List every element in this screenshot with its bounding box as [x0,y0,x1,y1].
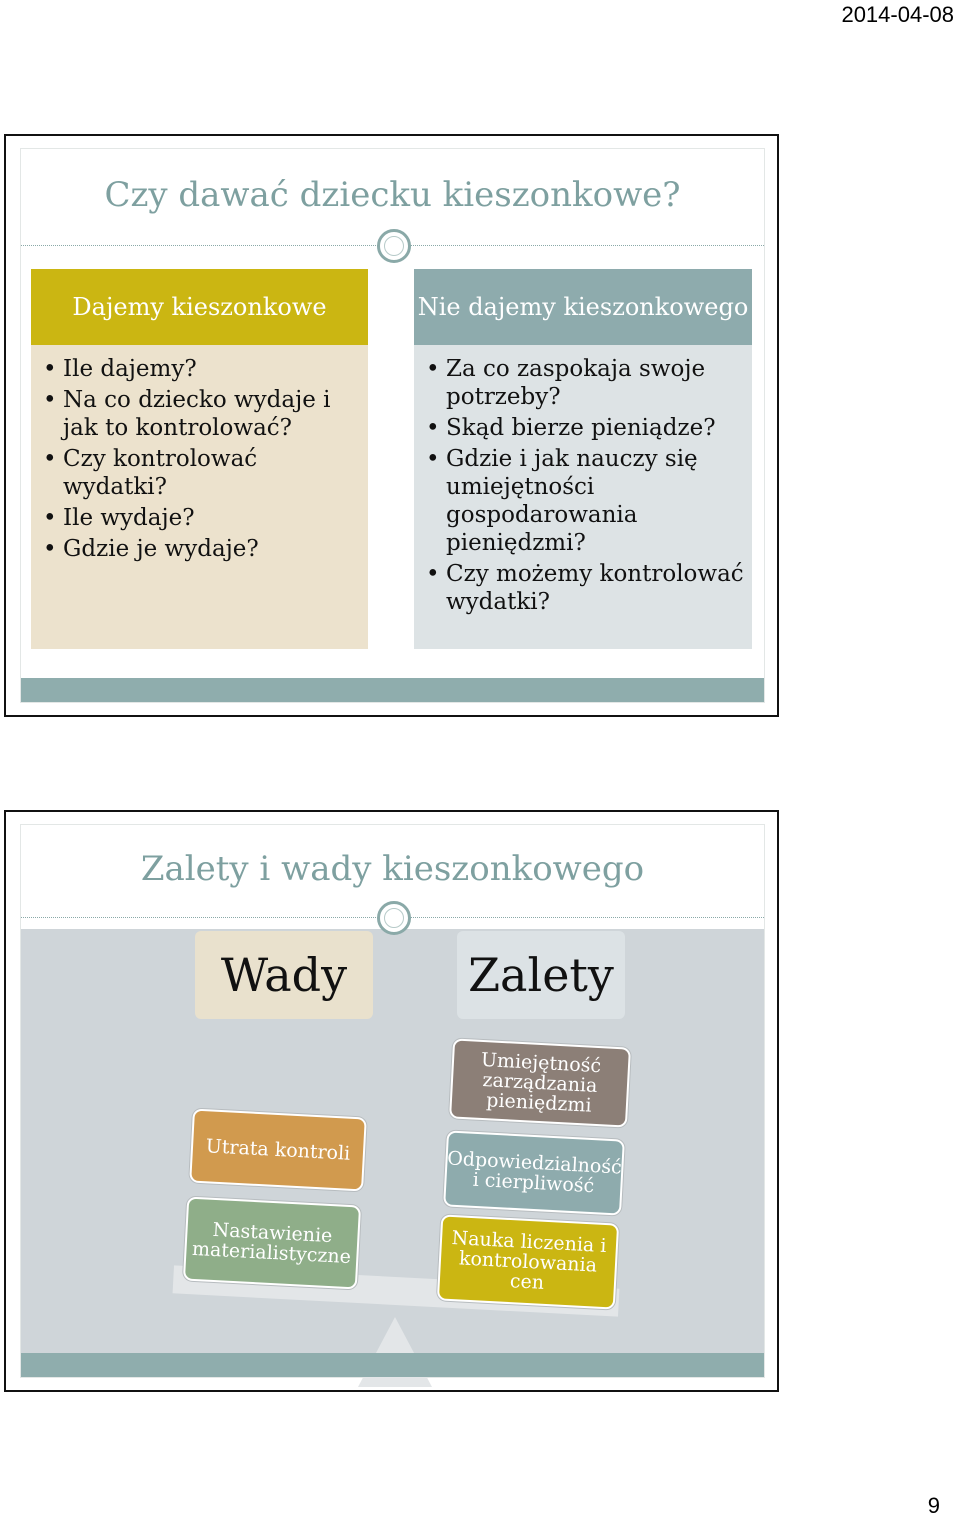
column-heading: Nie dajemy kieszonkowego [414,269,752,345]
list-item: • Czy możemy kontrolować wydatki? [426,560,744,616]
zalety-label: Zalety [457,931,625,1019]
slide-title: Czy dawać dziecku kieszonkowe? [104,175,681,215]
circle-ornament-icon [377,229,411,263]
column-heading: Dajemy kieszonkowe [31,269,368,345]
page-number: 9 [927,1493,940,1518]
bullet-list [414,345,752,616]
zalety-item: Odpowiedzialność i cierpliwość [443,1130,625,1215]
zalety-item: Nauka liczenia i kontrolowania cen [437,1214,619,1309]
zalety-item: Umiejętność zarządzania pieniędzmi [449,1038,631,1127]
slide-1-frame [20,148,765,703]
list-item: • Skąd bierze pieniądze? [426,414,744,442]
list-item: • Gdzie i jak nauczy się umiejętności gospodarowania pieniędzmi? [426,445,744,557]
column-dajemy [31,269,368,649]
circle-ornament-icon [377,901,411,935]
slide-1 [4,134,779,717]
list-item: • Gdzie je wydaje? [43,535,360,563]
wady-label: Wady [195,931,373,1019]
slide-title: Zalety i wady kieszonkowego [140,849,645,889]
list-item: • Za co zaspokaja swoje potrzeby? [426,355,744,411]
slide-2-frame [20,824,765,1378]
list-item: • Na co dziecko wydaje i jak to kontrolować? [43,386,360,442]
column-nie-dajemy [414,269,752,649]
wady-item: Nastawienie materialistyczne [183,1197,361,1290]
list-item: • Ile wydaje? [43,504,360,532]
slide-footer-bar [21,1353,764,1377]
wady-item: Utrata kontroli [189,1108,367,1191]
bullet-list [31,345,368,563]
print-date: 2014-04-08 [841,2,954,27]
slide-footer-bar [21,678,764,702]
slide-2 [4,810,779,1392]
list-item: • Czy kontrolować wydatki? [43,445,360,501]
list-item: • Ile dajemy? [43,355,360,383]
